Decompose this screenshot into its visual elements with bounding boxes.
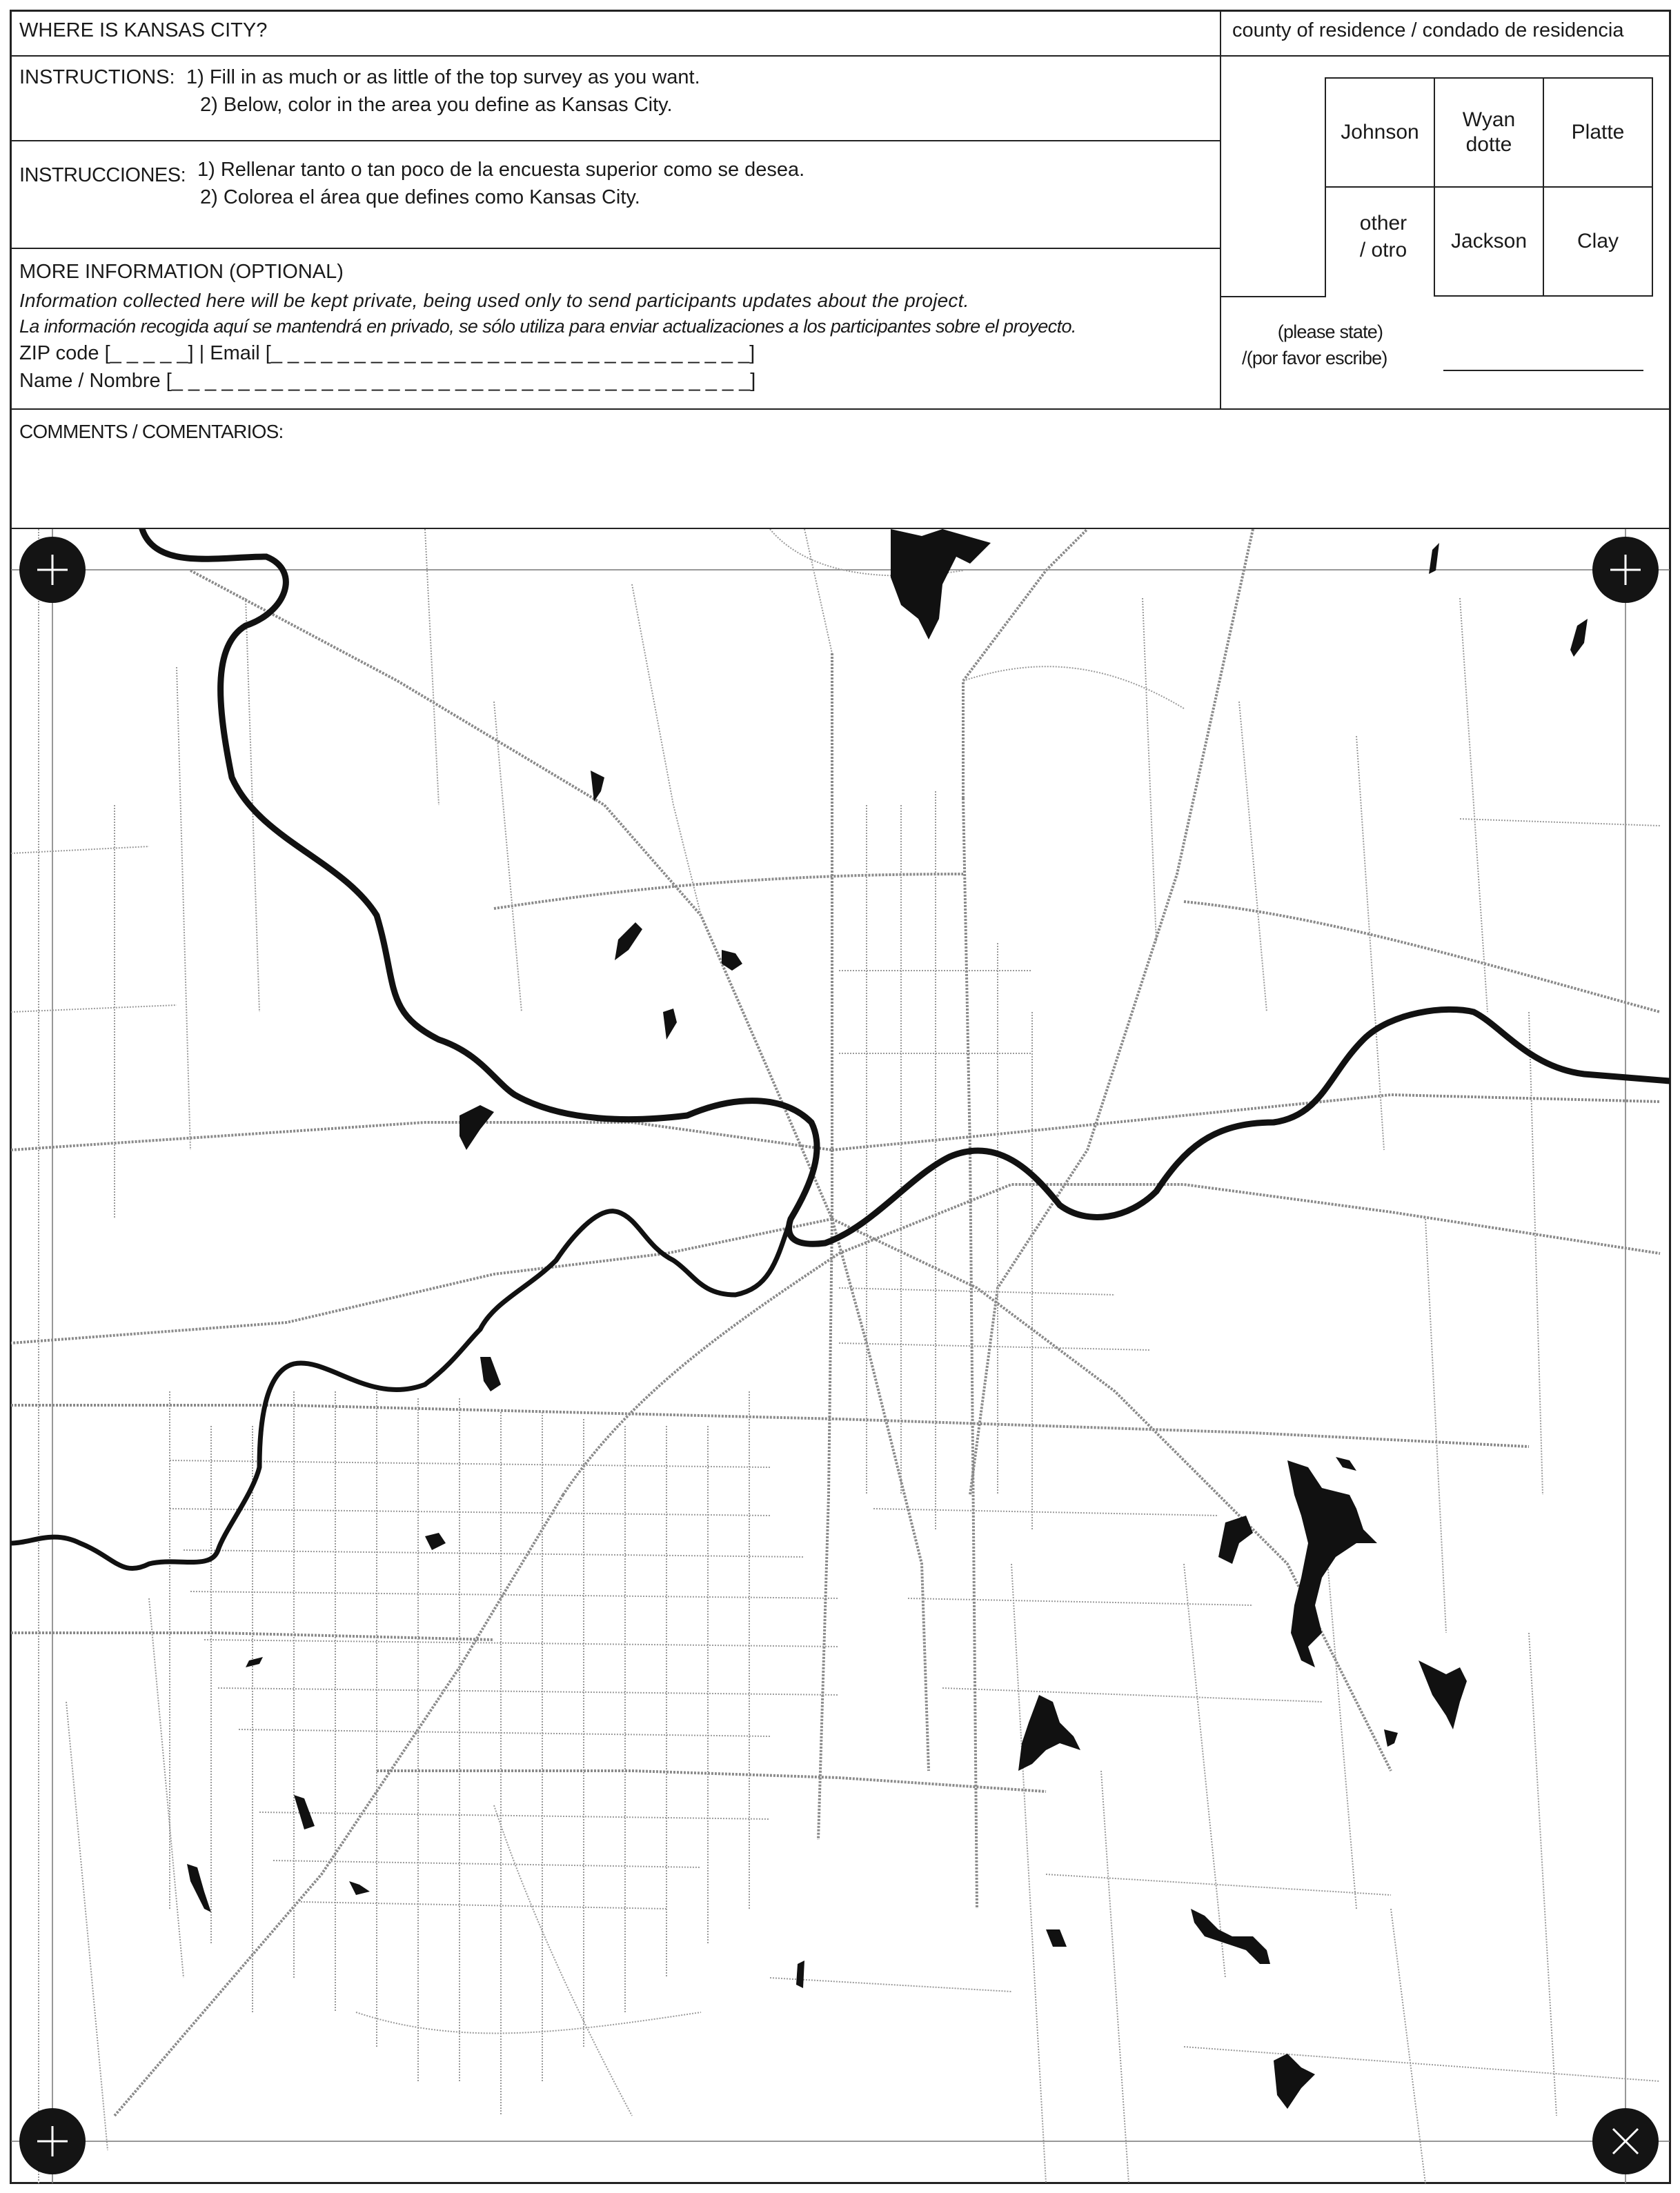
county-wyandotte-label: dotte bbox=[1465, 133, 1512, 156]
county-other-box[interactable] bbox=[1338, 210, 1428, 264]
county-johnson-box[interactable] bbox=[1325, 77, 1435, 188]
other-county-input[interactable] bbox=[1443, 370, 1643, 371]
county-other-label: / otro bbox=[1359, 239, 1407, 261]
registration-marks bbox=[19, 537, 1659, 2174]
please-state-label: (please state) bbox=[1277, 321, 1383, 342]
instruction-step-1: 1) Fill in as much or as little of the top survey as you want. bbox=[186, 66, 700, 88]
divider bbox=[1220, 296, 1326, 297]
county-wyandotte-box[interactable] bbox=[1434, 77, 1544, 188]
county-clay-box[interactable] bbox=[1543, 186, 1653, 297]
divider bbox=[1325, 186, 1326, 297]
instruction-step-2: 2) Below, color in the area you define as Kansas City. bbox=[200, 94, 673, 116]
lakes bbox=[187, 529, 1588, 2109]
county-platte-box[interactable] bbox=[1543, 77, 1653, 188]
county-johnson-label: Johnson bbox=[1341, 121, 1419, 143]
survey-title: WHERE IS KANSAS CITY? bbox=[19, 19, 268, 41]
county-other-label: other bbox=[1359, 212, 1407, 235]
county-jackson-label: Jackson bbox=[1450, 230, 1528, 252]
county-of-residence-label: county of residence / condado de residencia bbox=[1232, 19, 1624, 41]
name-field[interactable]: Name / Nombre [_ _ _ _ _ _ _ _ _ _ _ _ _ _ _ _ _ _ _ _ _ _ _ _ _ _ _ _ _ _ _ _ _ _ _] bbox=[19, 370, 756, 392]
county-clay-label: Clay bbox=[1577, 230, 1619, 252]
comments-input[interactable] bbox=[19, 448, 1661, 524]
divider bbox=[10, 408, 1671, 410]
more-info-heading: MORE INFORMATION (OPTIONAL) bbox=[19, 261, 344, 283]
kansas-city-map[interactable] bbox=[11, 529, 1670, 2183]
instruccion-paso-2: 2) Colorea el área que defines como Kansas City. bbox=[200, 186, 640, 208]
instructions-label: INSTRUCTIONS: bbox=[19, 66, 175, 88]
instruccion-paso-1: 1) Rellenar tanto o tan poco de la encuesta superior como se desea. bbox=[197, 159, 805, 181]
divider bbox=[1220, 10, 1221, 410]
divider bbox=[10, 55, 1671, 57]
county-jackson-box[interactable] bbox=[1434, 186, 1544, 297]
divider bbox=[10, 140, 1221, 141]
divider bbox=[10, 248, 1221, 249]
county-wyandotte-label: Wyan bbox=[1462, 108, 1516, 131]
zip-email-field[interactable]: ZIP code [_ _ _ _ _] | Email [_ _ _ _ _ _ _ _ _ _ _ _ _ _ _ _ _ _ _ _ _ _ _ _ _ _ _ _ _] bbox=[19, 342, 755, 364]
rivers bbox=[11, 529, 1670, 1569]
privacy-notice-en: Information collected here will be kept private, being used only to send participants updates about the project. bbox=[19, 290, 969, 311]
local-roads bbox=[11, 529, 1660, 2183]
major-highways bbox=[11, 529, 1660, 2116]
privacy-notice-es: La información recogida aquí se mantendrá en privado, se sólo utiliza para enviar actualizaciones a los participantes sobre el proyecto. bbox=[19, 316, 1076, 337]
please-state-label-es: /(por favor escribe) bbox=[1242, 348, 1387, 368]
instrucciones-label: INSTRUCCIONES: bbox=[19, 164, 186, 186]
comments-label: COMMENTS / COMENTARIOS: bbox=[19, 421, 284, 442]
registration-guides bbox=[11, 529, 1670, 2183]
county-platte-label: Platte bbox=[1571, 121, 1625, 143]
